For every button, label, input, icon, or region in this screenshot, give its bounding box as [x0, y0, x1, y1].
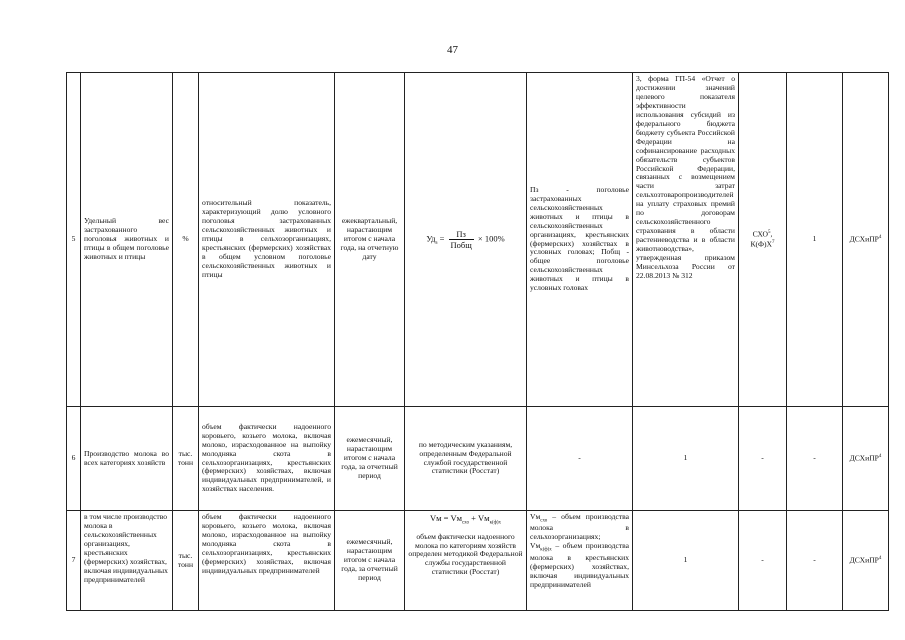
data-source: 3, форма ГП-54 «Отчет о достижении значений целевого показателя эффективности использования субсидий из федерального бюджета бюджету субъекта Российской Федерации на софинансирование расходных обязательств субъектов Российской Федерации, связанных с возмещением части затрат сельхозтоваропроизводителей на уплату страховых премий по договорам сельскохозяйственного страхования в области растениеводства и в области животноводства», утвержденная приказом Минсельхоза России от 22.08.2013 № 312 [633, 73, 739, 407]
variable-1-text: – объем производства молока в сельхозорганизациях; [530, 512, 629, 542]
periodicity: ежемесячный, нарастающим итогом с начала года, за отчетный период [335, 511, 405, 611]
formula-sub-2: к(ф)х [489, 520, 502, 526]
variable-2-text: – объем производства молока в крестьянских (фермерских) хозяйствах, включая индивидуальных предпринимателей [530, 541, 629, 589]
indicator-definition: объем фактически надоенного коровьего, козьего молока, включая молоко, израсходованное на выпойку молодняка скота в сельхозорганизациях, крестьянских (фермерских) хозяйствах, включая индивидуальных предпринимателей [199, 511, 335, 611]
responsible [843, 511, 889, 611]
indicator-name: Удельный вес застрахованного поголовья животных и птицы в общем поголовье животных и птицы [81, 73, 173, 407]
method-sup-1: 5 [768, 230, 771, 236]
periodicity: ежеквартальный, нарастающим итогом с начала года, на отчетную дату [335, 73, 405, 407]
unit: тыс. тонн [173, 511, 199, 611]
formula-sub-1: схо [462, 520, 469, 526]
indicator-name: Производство молока во всех категориях хозяйств [81, 407, 173, 511]
variables-description [527, 511, 633, 611]
formula-numerator: Пз [449, 229, 474, 240]
page-number: 47 [447, 44, 458, 56]
coverage: - [787, 407, 843, 511]
indicators-table [66, 72, 905, 611]
row-number: 6 [67, 407, 81, 511]
variables-description: - [527, 407, 633, 511]
table-row [67, 511, 905, 611]
responsible [843, 73, 889, 407]
formula: $Уд_з$ = $\frac{Пз}{\text{Побщ}}$ × 100% [405, 73, 527, 407]
method-label-2: К(Ф)Х [750, 239, 773, 249]
variable-1-sub: схо [540, 518, 548, 524]
variable-1: Vм [530, 512, 541, 521]
formula [405, 511, 527, 611]
formula-fraction [449, 229, 474, 250]
periodicity: ежемесячный, нарастающим итогом с начала года, за отчетный период [335, 407, 405, 511]
formula-denominator: Побщ [450, 240, 472, 250]
unit: % [173, 73, 199, 407]
row-number: 5 [67, 73, 81, 407]
indicator-definition: объем фактически надоенного коровьего, козьего молока, включая молоко, израсходованное на выпойку молодняка скота в сельхозорганизациях, крестьянских (фермерских) хозяйствах, включая индивидуальных предпринимателей, и хозяйствах населения. [199, 407, 335, 511]
data-source: 1 [633, 511, 739, 611]
responsible-label: ДСХиПР [849, 234, 879, 244]
collection-method: СХО$^5$, $К(Ф)Х^7$ [739, 73, 787, 407]
responsible-label: ДСХиПР [849, 453, 879, 463]
indicator-name: в том числе производство молока в сельскохозяйственных организациях, крестьянских (фермерских) хозяйствах, включая индивидуальных предпринимателей [81, 511, 173, 611]
formula-plus: + Vм [469, 513, 490, 523]
formula: по методическим указаниям, определенным Федеральной службой государственной статистики (Росстат) [405, 407, 527, 511]
table-row [67, 407, 905, 511]
collection-method: - [739, 511, 787, 611]
coverage: - [787, 511, 843, 611]
variable-2: Vм [530, 541, 541, 551]
responsible-sup: 4 [878, 453, 882, 459]
formula-lhs: Уд [426, 233, 436, 244]
responsible-label: ДСХиПР [849, 555, 879, 565]
variables-description: Пз - поголовье застрахованных сельскохозяйственных животных и птицы в сельскохозяйственных организациях, крестьянских (фермерских) хозяйствах в условных головах; Побщ - общее поголовье сельскохозяйственных животных и птицы в условных головах [527, 73, 633, 407]
method-sup-2: 7 [772, 239, 775, 245]
indicator-definition: относительный показатель, характеризующий долю условного поголовья застрахованных сельскохозяйственных животных и птицы в сельхозорганизациях, крестьянских (фермерских) хозяйствах в общем условном поголовье сельскохозяйственных животных и птицы [199, 73, 335, 407]
coverage: 1 [787, 73, 843, 407]
collection-method: - [739, 407, 787, 511]
formula-expression [408, 513, 523, 527]
method-label-1: СХО [752, 229, 769, 239]
responsible-sup: 4 [878, 555, 882, 561]
data-source: 1 [633, 407, 739, 511]
formula-main: Vм = Vм [429, 513, 463, 523]
row-number: 7 [67, 511, 81, 611]
formula-rhs: × 100% [477, 233, 505, 244]
formula-lhs-sub: з [435, 241, 438, 247]
responsible-sup: 4 [878, 234, 882, 240]
formula-text: объем фактически надоенного молока по категориям хозяйств определен методикой Федеральной службы государственной статистики (Росстат) [408, 531, 523, 577]
responsible [843, 407, 889, 511]
table-row [67, 73, 905, 407]
unit: тыс. тонн [173, 407, 199, 511]
variable-2-sub: к(ф)х [540, 547, 552, 553]
